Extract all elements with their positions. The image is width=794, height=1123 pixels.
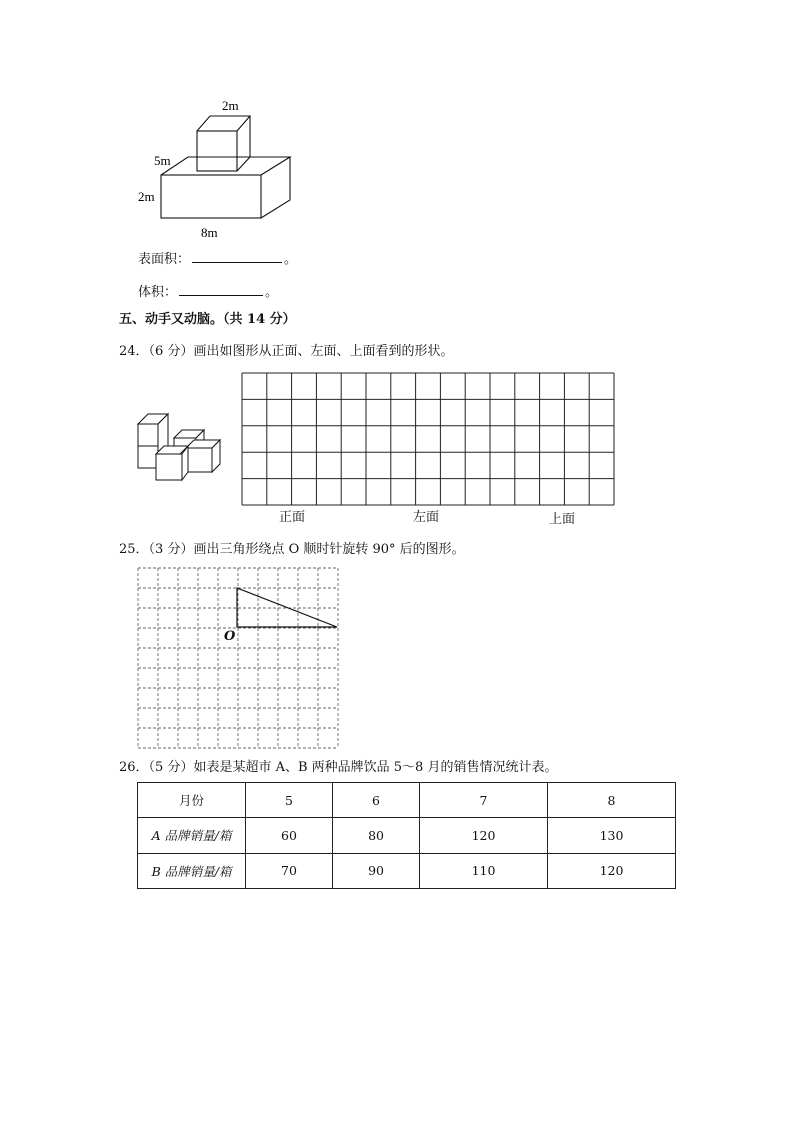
table-header-row <box>138 783 676 818</box>
header-cell: 7 <box>420 783 548 818</box>
front-view-label: 正面 <box>279 510 306 525</box>
rotation-grid[interactable] <box>137 567 339 749</box>
table-cell: 110 <box>420 853 548 888</box>
depth-label: 5m <box>154 153 171 168</box>
volume-end-mark: 。 <box>265 285 279 300</box>
table-cell: 120 <box>548 853 676 888</box>
section-heading: 五、动手又动脑。（共 14 分） <box>119 312 296 327</box>
top-label: 2m <box>222 98 239 113</box>
table-cell: 120 <box>420 818 548 853</box>
width-label: 8m <box>201 225 218 240</box>
table-row <box>138 818 676 853</box>
cube-stack-figure <box>134 408 230 484</box>
volume-blank[interactable] <box>179 282 263 296</box>
left-view-label: 左面 <box>413 510 440 525</box>
surface-area-blank[interactable] <box>192 249 282 263</box>
q26-text: 26．（5 分）如表是某超市 A、B 两种品牌饮品 5～8 月的销售情况统计表。 <box>119 760 558 775</box>
surface-end-mark: 。 <box>284 252 298 267</box>
header-cell: 6 <box>333 783 420 818</box>
row-label: B 品牌销量/箱 <box>138 853 246 888</box>
top-view-label: 上面 <box>549 512 576 527</box>
triangle-shape <box>237 588 337 627</box>
table-cell: 60 <box>246 818 333 853</box>
table-row <box>138 853 676 888</box>
cuboid-figure <box>130 95 305 245</box>
big-cuboid-front <box>161 175 261 218</box>
surface-area-line <box>138 249 297 269</box>
height-label: 2m <box>138 189 155 204</box>
big-cuboid-top <box>161 157 290 175</box>
q24-text: 24．（6 分）画出如图形从正面、左面、上面看到的形状。 <box>119 344 454 359</box>
header-cell: 月份 <box>138 783 246 818</box>
table-cell: 70 <box>246 853 333 888</box>
header-cell: 5 <box>246 783 333 818</box>
table-cell: 130 <box>548 818 676 853</box>
row-label: A 品牌销量/箱 <box>138 818 246 853</box>
point-o-label: O <box>224 629 236 644</box>
surface-area-label: 表面积： <box>138 252 191 267</box>
volume-label: 体积： <box>138 285 178 300</box>
table-cell: 90 <box>333 853 420 888</box>
q25-text: 25．（3 分）画出三角形绕点 O 顺时针旋转 90° 后的图形。 <box>119 542 465 557</box>
view-drawing-grid[interactable] <box>241 372 615 506</box>
small-cube-top <box>197 116 250 131</box>
header-cell: 8 <box>548 783 676 818</box>
small-cube-front <box>197 131 237 171</box>
table-cell: 80 <box>333 818 420 853</box>
sales-table <box>137 782 676 889</box>
volume-line <box>138 282 278 302</box>
